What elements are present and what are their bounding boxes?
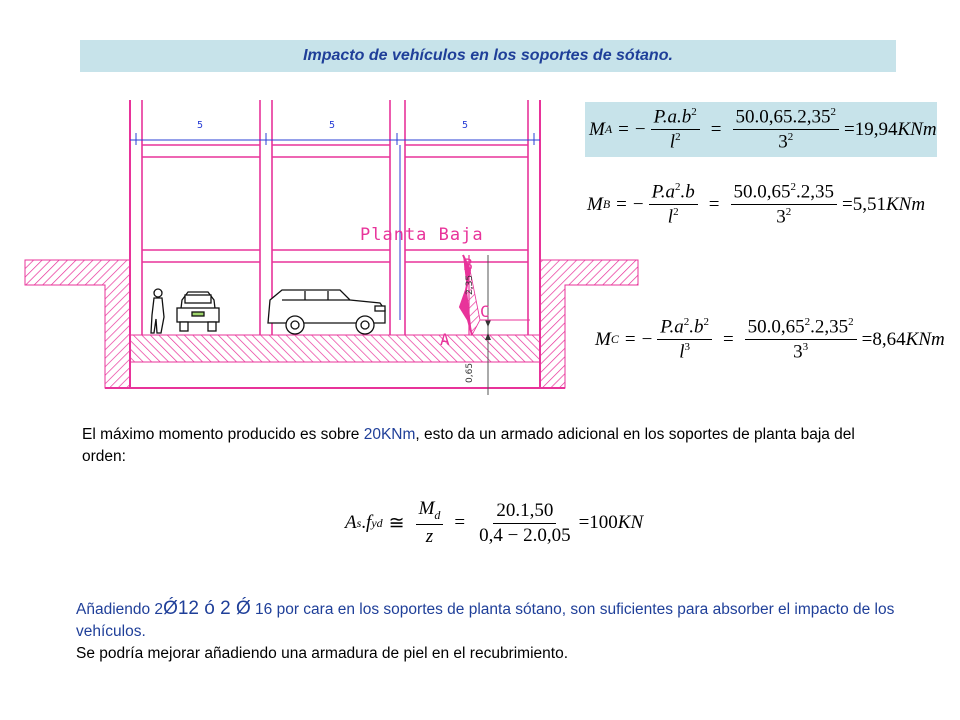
ma-frac1: $\frac{P.a.b^2}{l^2}$ [651,106,700,153]
floor-label: Planta Baja [360,225,484,245]
equation-mc: M C = − $\frac{P.a^2.b^2}{l^3}$ = $\frac{50.0,65^2.2,35^2}{3^3}$ =8,64 KNm [595,315,945,363]
equation-as: A s . f yd ≅ $\frac{M_d}{z}$ = $\frac{20.1,50}{0,4 - 2.0,05}$ =100 KN [345,498,644,547]
car-rear-view [177,292,219,331]
vertical-dim-lower: 0,65 [465,362,475,383]
ma-lhs-sub: A [604,122,613,136]
ma-minus: − [634,118,646,140]
ma-lhs: M [589,118,605,140]
highlight-value: 20KNm [363,426,416,443]
ma-unit: KNm [897,118,937,140]
ma-eq: = [618,118,629,140]
foundation-slab [130,335,540,362]
as-result: =100 [578,512,618,533]
paragraph-conclusion: Añadiendo 2Ǿ12 ó 2 Ǿ 16 por cara en los soportes de planta sótano, son suficientes para absorber el impacto de los vehículos. Se podría mejorar añadiendo una armadura de piel en el recubrimiento. [76,598,895,662]
diameter-symbol-2: Ǿ [235,598,251,619]
page-title: Impacto de vehículos en los soportes de sótano. [303,47,673,64]
paragraph-line2: Se podría mejorar añadiendo una armadura de piel en el recubrimiento. [76,645,568,662]
paragraph-max-moment: El máximo momento producido es sobre 20KNm, esto da un armado adicional en los soportes de planta baja del orden: [82,426,855,465]
mc-frac1: $\frac{P.a^2.b^2}{l^3}$ [657,316,712,363]
title-bar [80,40,896,72]
as-frac1: $\frac{M_d}{z}$ [416,498,444,547]
dim-label-2: 5 [328,120,336,131]
dim-label-3: 5 [461,120,469,131]
diameter-symbol-1: Ǿ [163,598,178,619]
dim-label-1: 5 [196,120,204,131]
suv-side-view [268,290,385,334]
mc-result: =8,64 [861,328,906,350]
ma-result: =19,94 [844,118,898,140]
as-frac2: $\frac{20.1,50}{0,4 - 2.0,05}$ [479,499,571,546]
equation-ma: M A = − $\frac{P.a.b^2}{l^2}$ = $\frac{50.0,65.2,35^2}{3^2}$ =19,94 KNm [585,102,937,157]
point-label-a: A [440,330,450,349]
mb-result: =5,51 [842,193,886,215]
mc-frac2: $\frac{50.0,65^2.2,35^2}{3^3}$ [745,316,857,363]
building-section-diagram [20,95,640,400]
person-figure [151,289,164,333]
mb-frac2: $\frac{50.0,65^2.2,35}{3^2}$ [731,181,838,228]
point-label-c: C [480,302,490,321]
equation-mb: M B = − $\frac{P.a^2.b}{l^2}$ = $\frac{50.0,65^2.2,35}{3^2}$ =5,51 KNm [587,180,926,228]
soil-left [25,260,130,388]
ma-frac2: $\frac{50.0,65.2,35^2}{3^2}$ [733,106,840,153]
mb-frac1: $\frac{P.a^2.b}{l^2}$ [649,181,698,228]
point-label-b: B [463,255,473,274]
vertical-dim-upper: 2,35 [465,274,475,295]
